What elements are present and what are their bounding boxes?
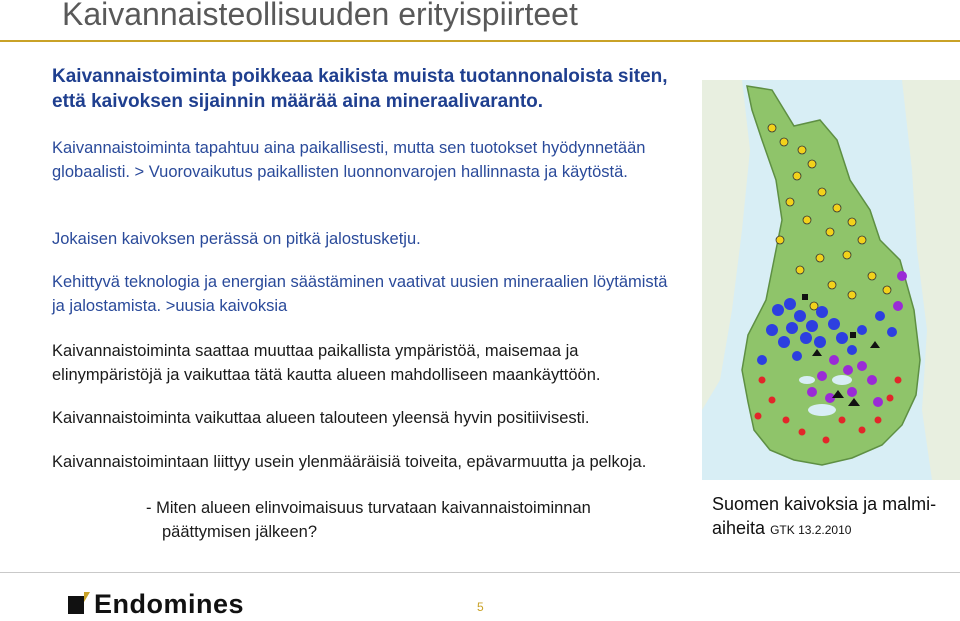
footer-divider (0, 572, 960, 573)
paragraph-technology: Kehittyvä teknologia ja energian säästäminen vaativat uusien mineraalien löytämistä ja jalostamista. >uusia kaivoksia (52, 273, 668, 315)
paragraph-expectations: Kaivannaistoimintaan liittyy usein ylenmääräisiä toiveita, epävarmuutta ja pelkoja. (52, 453, 647, 471)
map-image (702, 80, 960, 480)
sub-point-question-line2: päättymisen jälkeen? (162, 523, 318, 541)
title-underline (0, 40, 960, 42)
endomines-logo-mark (68, 592, 90, 616)
paragraph-environment: Kaivannaistoiminta saattaa muuttaa paikallista ympäristöä, maisemaa ja elinympäristöjä ja vaikuttaa tätä kautta alueen mahdolliseen maankäyttöön. (52, 342, 601, 384)
slide-title: Kaivannaisteollisuuden erityispiirteet (62, 0, 578, 32)
paragraph-refining-chain: Jokaisen kaivoksen perässä on pitkä jalostusketju. (52, 230, 421, 248)
sub-point-question-line1: - Miten alueen elinvoimaisuus turvataan kaivannaistoiminnan (146, 499, 591, 517)
page-number: 5 (477, 600, 484, 614)
finland-mines-map (702, 80, 960, 480)
map-caption-source: GTK 13.2.2010 (770, 523, 852, 537)
map-caption-title: Suomen kaivoksia ja malmi-aiheita (712, 494, 937, 538)
paragraph-local-global: Kaivannaistoiminta tapahtuu aina paikallisesti, mutta sen tuotokset hyödynnetään globaalisti. > Vuorovaikutus paikallisten luonnonvarojen hallinnasta ja käytöstä. (52, 139, 646, 181)
map-caption (712, 492, 952, 542)
endomines-logo (68, 590, 244, 618)
lead-statement: Kaivannaistoiminta poikkeaa kaikista muista tuotannonaloista siten, että kaivoksen sijainnin määrää aina mineraalivaranto. (52, 66, 668, 112)
paragraph-economy: Kaivannaistoiminta vaikuttaa alueen talouteen yleensä hyvin positiivisesti. (52, 409, 590, 427)
endomines-logo-text: Endomines (94, 588, 245, 619)
